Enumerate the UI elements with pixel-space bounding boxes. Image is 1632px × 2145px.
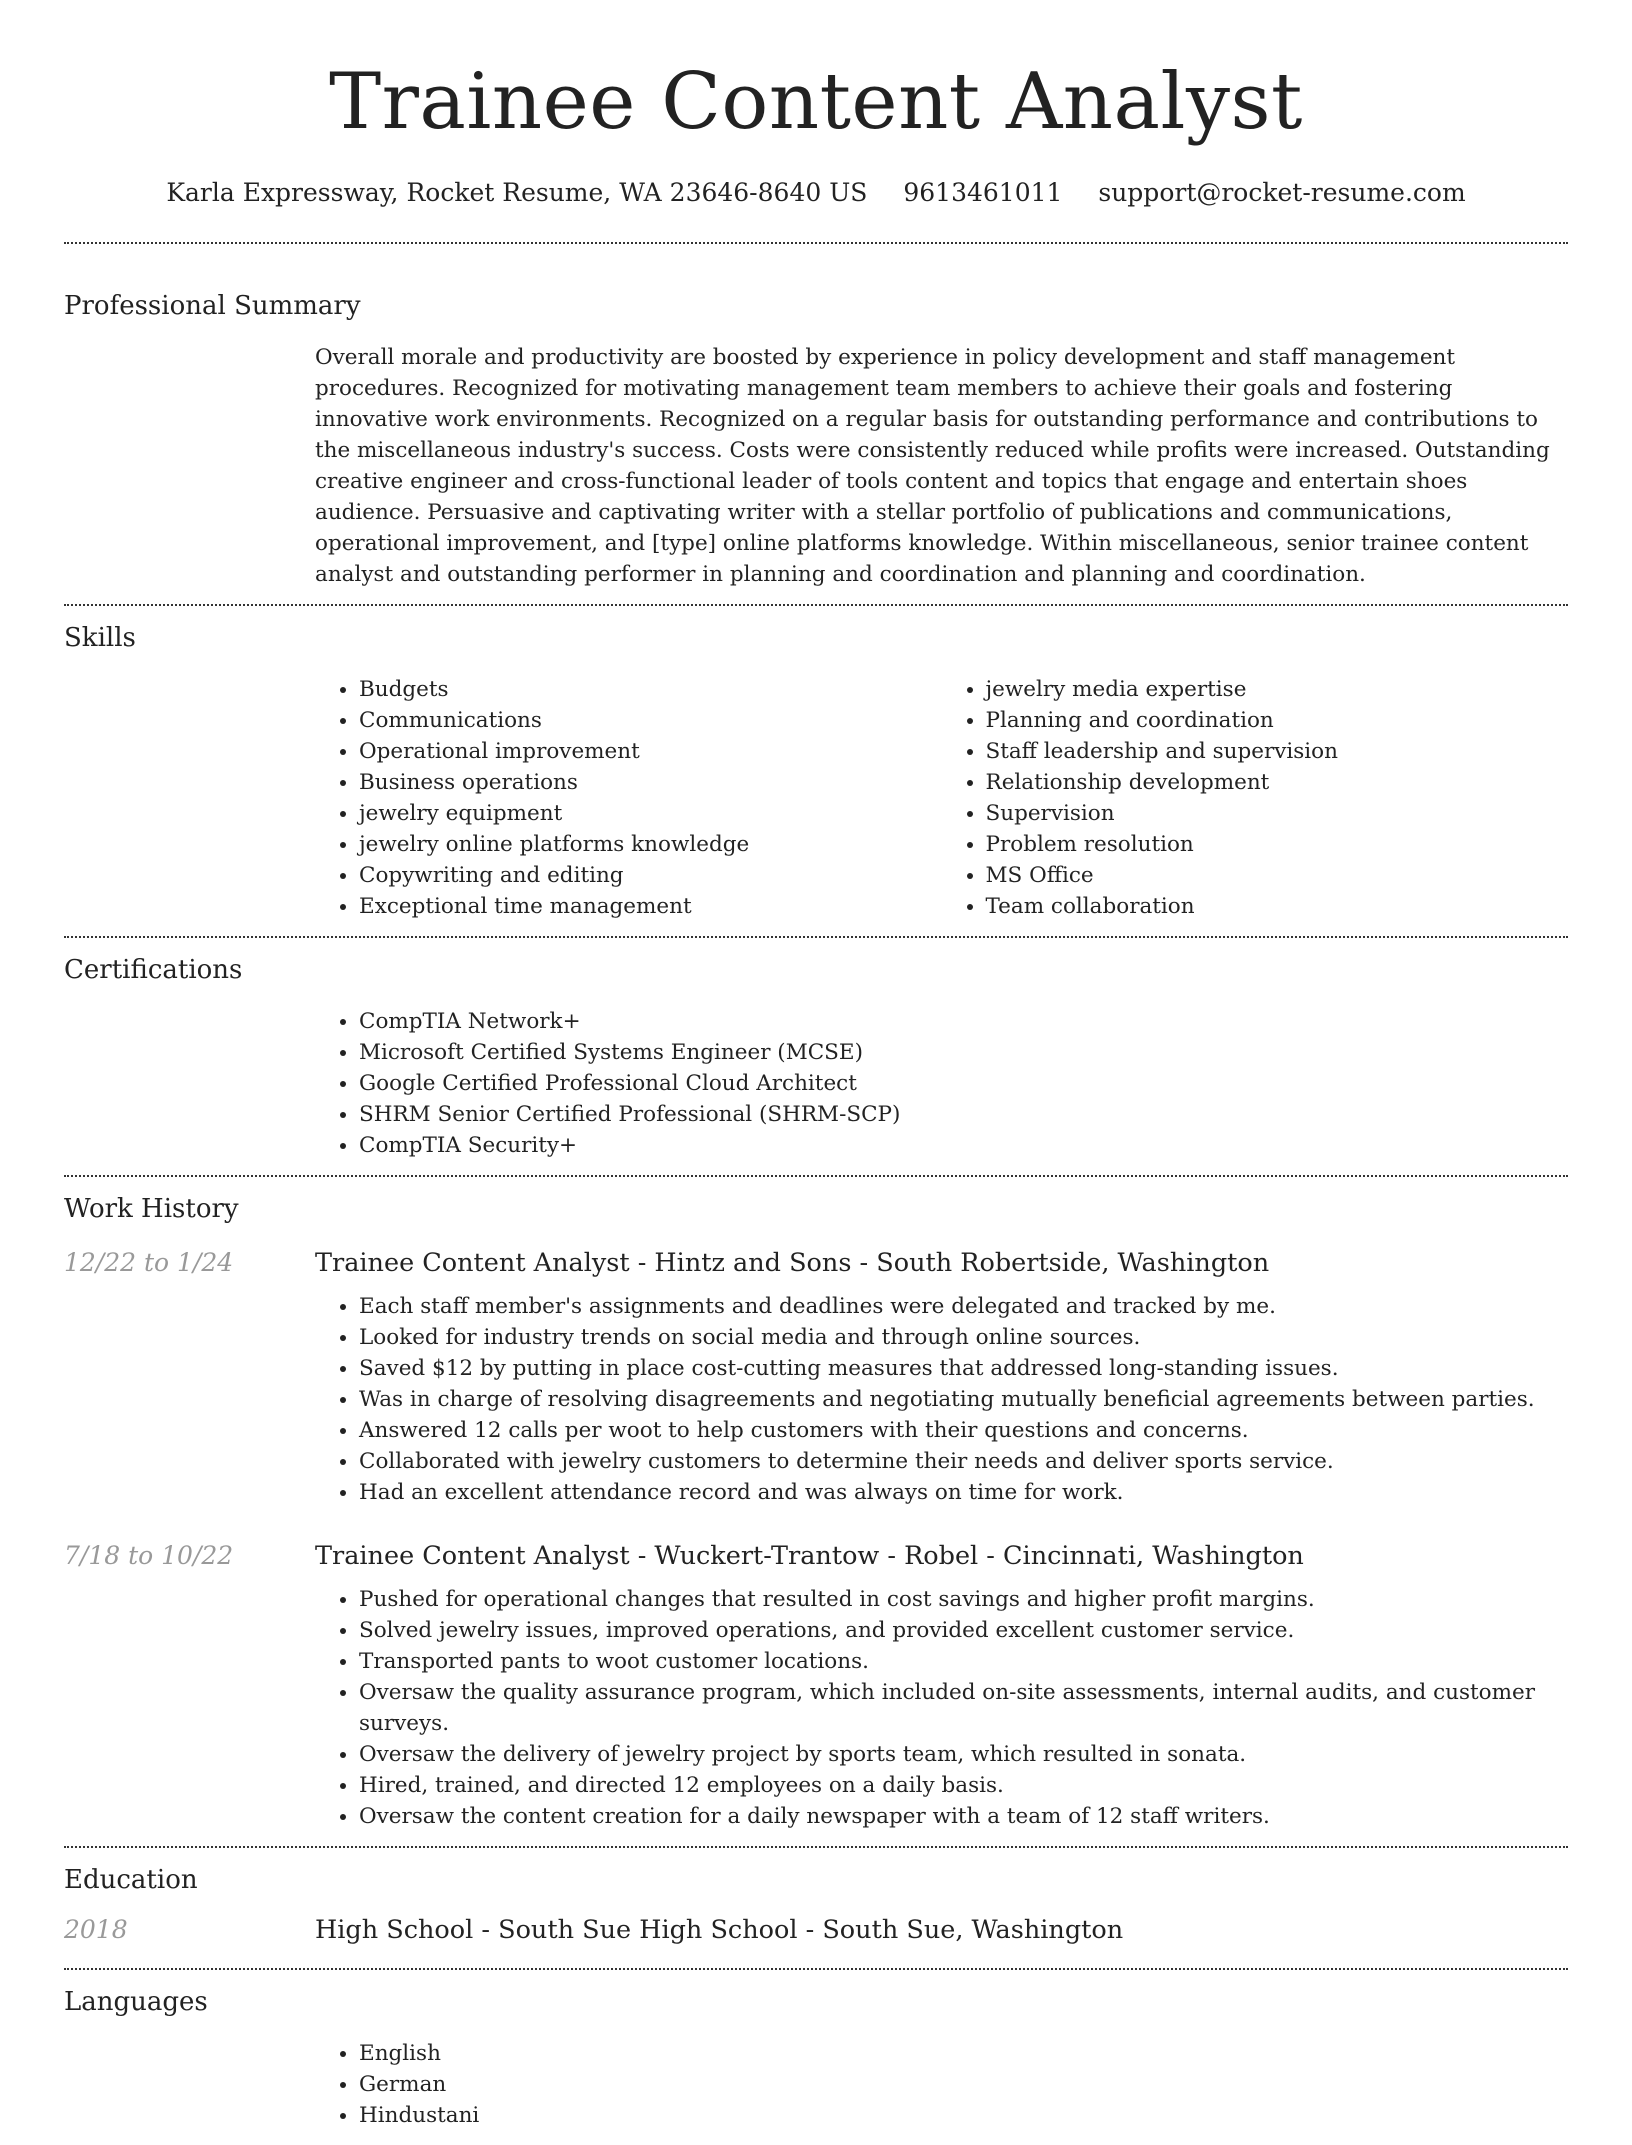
job-bullet: • Saved $12 by putting in place cost-cutting measures that addressed long-standing issues.: [359, 1353, 1568, 1384]
skill-item: • MS Office: [986, 860, 1569, 891]
certification-item: • Google Certified Professional Cloud Architect: [359, 1068, 1568, 1099]
contact-address: Karla Expressway, Rocket Resume, WA 23646-8640 US: [166, 178, 868, 207]
skill-item: • jewelry media expertise: [986, 674, 1569, 705]
skill-item: • Team collaboration: [986, 891, 1569, 922]
skills-list-right: [942, 674, 1569, 922]
section-title-education: Education: [64, 1865, 198, 1895]
skill-item: • Problem resolution: [986, 829, 1569, 860]
job-entry: [64, 1245, 1568, 1508]
job-heading: Trainee Content Analyst - Hintz and Sons - South Robertside, Washington: [315, 1248, 1270, 1278]
job-bullet: • Hired, trained, and directed 12 employees on a daily basis.: [359, 1770, 1568, 1801]
education-year: 2018: [64, 1915, 128, 1944]
job-bullet: • Oversaw the delivery of jewelry project by sports team, which resulted in sonata.: [359, 1739, 1568, 1770]
skill-item: • Planning and coordination: [986, 705, 1569, 736]
section-languages: [64, 1970, 1568, 2145]
skill-item: • Exceptional time management: [359, 891, 942, 922]
job-bullet: • Each staff member's assignments and deadlines were delegated and tracked by me.: [359, 1291, 1568, 1322]
contact-line: [64, 176, 1568, 210]
job-bullet: • Pushed for operational changes that resulted in cost savings and higher profit margins.: [359, 1584, 1568, 1615]
job-details: [315, 1245, 1568, 1508]
certifications-body: [315, 1006, 1568, 1161]
languages-list: [315, 2038, 1568, 2131]
candidate-name: Trainee Content Analyst: [329, 57, 1303, 147]
section-title-certifications: Certifications: [64, 955, 243, 985]
languages-body: [315, 2038, 1568, 2131]
skill-item: • Supervision: [986, 798, 1569, 829]
certification-item: • Microsoft Certified Systems Engineer (MCSE): [359, 1037, 1568, 1068]
education-heading: High School - South Sue High School - South Sue, Washington: [315, 1915, 1124, 1945]
certification-item: • CompTIA Security+: [359, 1130, 1568, 1161]
skill-item: • Budgets: [359, 674, 942, 705]
language-item: • German: [359, 2069, 1568, 2100]
section-education: [64, 1848, 1568, 1968]
job-bullet: • Transported pants to woot customer locations.: [359, 1646, 1568, 1677]
skills-list-left: [315, 674, 942, 922]
job-bullet: • Oversaw the quality assurance program, which included on-site assessments, internal audits, and customer surveys.: [359, 1677, 1568, 1739]
section-title-languages: Languages: [64, 1987, 208, 2017]
section-title-skills: Skills: [64, 623, 136, 653]
section-title-summary: Professional Summary: [64, 291, 361, 321]
language-item: • English: [359, 2038, 1568, 2069]
skill-item: • Staff leadership and supervision: [986, 736, 1569, 767]
job-bullet: • Looked for industry trends on social media and through online sources.: [359, 1322, 1568, 1353]
section-certifications: [64, 938, 1568, 1175]
skill-item: • Operational improvement: [359, 736, 942, 767]
summary-text: Overall morale and productivity are boosted by experience in policy development and staff management procedures. Recognized for motivating management team members to achieve their goals and fostering innovative work environments. Recognized on a regular basis for outstanding performance and contributions to the miscellaneous industry's success. Costs were consistently reduced while profits were increased. Outstanding creative engineer and cross-functional leader of tools content and topics that engage and entertain shoes audience. Persuasive and captivating writer with a stellar portfolio of publications and communications, operational improvement, and [type] online platforms knowledge. Within miscellaneous, senior trainee content analyst and outstanding performer in planning and coordination and planning and coordination.: [315, 345, 1550, 587]
job-bullets: [315, 1291, 1568, 1508]
section-summary: [64, 244, 1568, 604]
skills-grid: [315, 674, 1568, 922]
job-dates: 12/22 to 1/24: [64, 1248, 234, 1277]
education-entry: [64, 1912, 1568, 1948]
job-bullet: • Had an excellent attendance record and was always on time for work.: [359, 1477, 1568, 1508]
skill-item: • jewelry online platforms knowledge: [359, 829, 942, 860]
job-heading: Trainee Content Analyst - Wuckert-Trantow - Robel - Cincinnati, Washington: [315, 1541, 1304, 1571]
certifications-list: [315, 1006, 1568, 1161]
job-bullet: • Was in charge of resolving disagreements and negotiating mutually beneficial agreements between parties.: [359, 1384, 1568, 1415]
certification-item: • SHRM Senior Certified Professional (SHRM-SCP): [359, 1099, 1568, 1130]
contact-phone: 9613461011: [903, 178, 1063, 207]
skill-item: • jewelry equipment: [359, 798, 942, 829]
skill-item: • Communications: [359, 705, 942, 736]
job-entry: [64, 1538, 1568, 1832]
language-item: • Hindustani: [359, 2100, 1568, 2131]
job-dates: 7/18 to 10/22: [64, 1541, 234, 1570]
section-skills: [64, 606, 1568, 936]
certification-item: • CompTIA Network+: [359, 1006, 1568, 1037]
skill-item: • Copywriting and editing: [359, 860, 942, 891]
section-title-work-history: Work History: [64, 1194, 239, 1224]
job-bullet: • Oversaw the content creation for a daily newspaper with a team of 12 staff writers.: [359, 1801, 1568, 1832]
skill-item: • Relationship development: [986, 767, 1569, 798]
contact-email: support@rocket-resume.com: [1098, 178, 1466, 207]
summary-body: [315, 342, 1568, 590]
section-work-history: [64, 1177, 1568, 1846]
job-bullets: [315, 1584, 1568, 1832]
skill-item: • Business operations: [359, 767, 942, 798]
job-bullet: • Answered 12 calls per woot to help customers with their questions and concerns.: [359, 1415, 1568, 1446]
job-details: [315, 1538, 1568, 1832]
education-details: [315, 1912, 1568, 1948]
resume-header: [64, 0, 1568, 210]
job-bullet: • Solved jewelry issues, improved operations, and provided excellent customer service.: [359, 1615, 1568, 1646]
job-bullet: • Collaborated with jewelry customers to determine their needs and deliver sports service.: [359, 1446, 1568, 1477]
